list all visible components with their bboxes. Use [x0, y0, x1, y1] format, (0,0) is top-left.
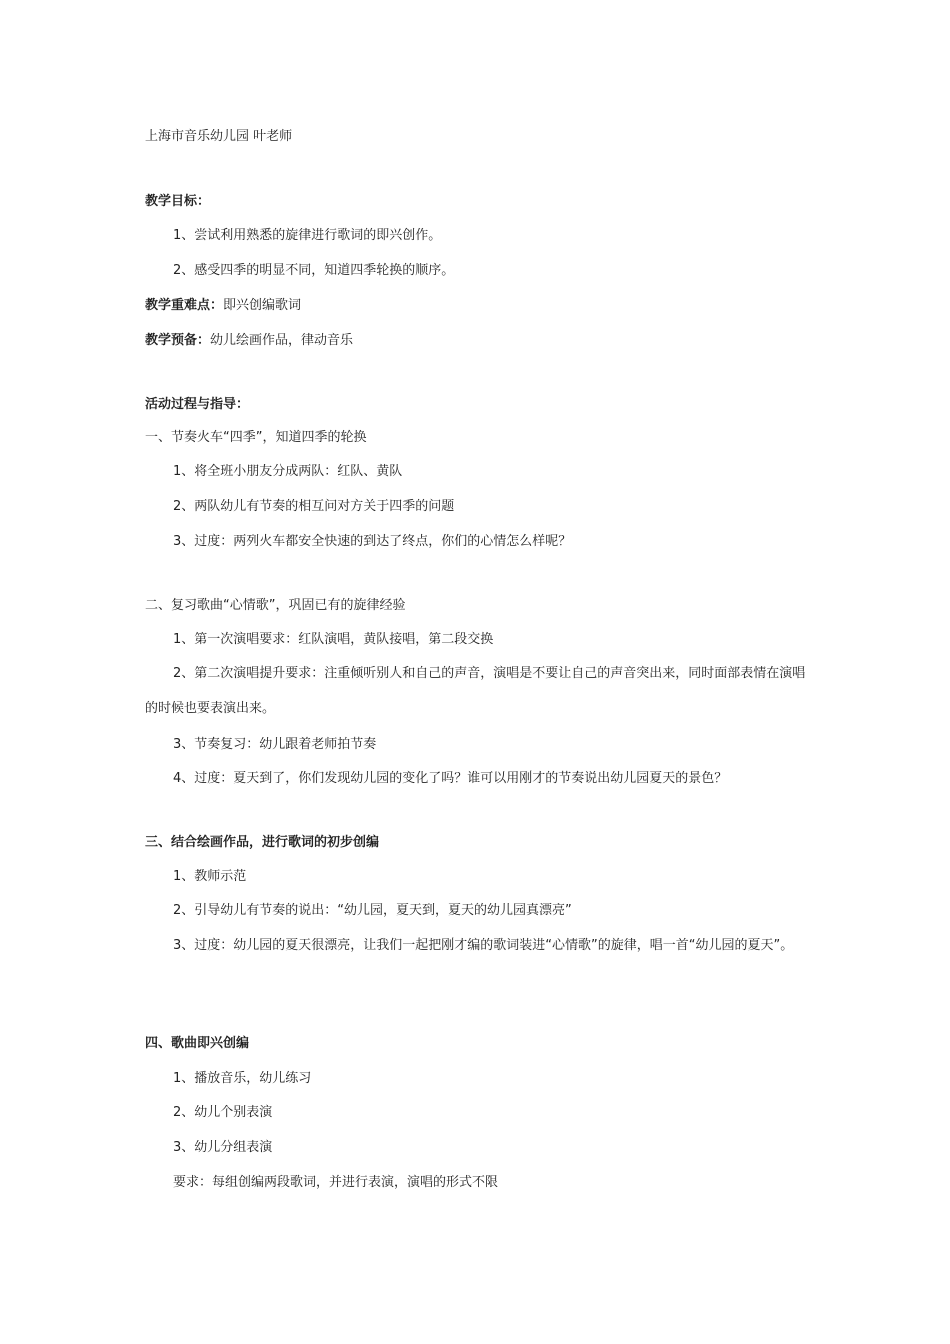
key-points-line [145, 297, 301, 315]
section2-item: 3、节奏复习：幼儿跟着老师拍节奏 [173, 737, 377, 752]
section1-item: 2、两队幼儿有节奏的相互问对方关于四季的问题 [173, 499, 455, 514]
section4-requirement: 要求：每组创编两段歌词，并进行表演，演唱的形式不限 [173, 1175, 499, 1190]
section4-title: 四、歌曲即兴创编 [145, 1036, 250, 1051]
section4-item: 1、播放音乐，幼儿练习 [173, 1071, 312, 1086]
key-points-label: 教学重难点： [145, 298, 224, 313]
preparation-line [145, 332, 353, 350]
section3-item-wrapped: 3、过度：幼儿园的夏天很漂亮，让我们一起把刚才编的歌词装进“心情歌”的旋律，唱一首“幼儿园的夏天”。 [173, 938, 794, 953]
objectives-heading: 教学目标： [145, 194, 211, 209]
objective-item: 2、感受四季的明显不同，知道四季轮换的顺序。 [173, 263, 455, 278]
section2-title: 二、复习歌曲“心情歌”，巩固已有的旋律经验 [145, 598, 406, 613]
preparation-label: 教学预备： [145, 333, 211, 348]
section2-item: 4、过度：夏天到了，你们发现幼儿园的变化了吗？谁可以用刚才的节奏说出幼儿园夏天的景色？ [173, 771, 728, 786]
section4-item: 3、幼儿分组表演 [173, 1140, 273, 1155]
process-heading: 活动过程与指导： [145, 397, 250, 412]
section4-item: 2、幼儿个别表演 [173, 1105, 273, 1120]
key-points-value: 即兴创编歌词 [223, 298, 302, 313]
section2-item: 1、第一次演唱要求：红队演唱，黄队接唱，第二段交换 [173, 632, 494, 647]
section1-title: 一、节奏火车“四季”，知道四季的轮换 [145, 430, 367, 445]
preparation-value: 幼儿绘画作品，律动音乐 [210, 333, 354, 348]
section3-item: 1、教师示范 [173, 869, 247, 884]
section3-item: 2、引导幼儿有节奏的说出：“幼儿园，夏天到，夏天的幼儿园真漂亮” [173, 903, 572, 918]
section1-item: 1、将全班小朋友分成两队：红队、黄队 [173, 464, 403, 479]
author-line: 上海市音乐幼儿园 叶老师 [145, 129, 293, 144]
objective-item: 1、尝试利用熟悉的旋律进行歌词的即兴创作。 [173, 228, 442, 243]
section3-title: 三、结合绘画作品，进行歌词的初步创编 [145, 835, 380, 850]
section1-item: 3、过度：两列火车都安全快速的到达了终点，你们的心情怎么样呢？ [173, 534, 572, 549]
section2-item-wrapped: 2、第二次演唱提升要求：注重倾听别人和自己的声音，演唱是不要让自己的声音突出来，同时面部表情在演唱的时候也要表演出来。 [145, 666, 806, 716]
